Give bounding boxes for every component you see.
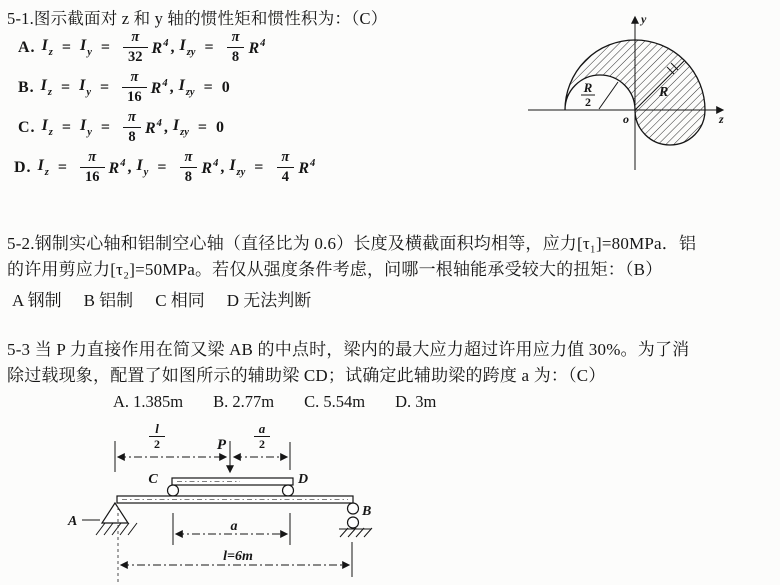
point-a-label: A [68, 514, 78, 529]
fraction-pi-16: $\frac{\pi}{16}$ [80, 150, 105, 185]
var-R4: $R^4$ [201, 157, 219, 177]
point-b-label: B [362, 504, 372, 519]
q51-section-figure [455, 5, 745, 177]
q52-option-d: D 无法判断 [226, 291, 312, 310]
pin-support-a [102, 503, 128, 523]
var-Izy: $I_{zy}$ [178, 77, 195, 99]
radius-line-half-R [599, 82, 618, 109]
fraction-pi-8: $\frac{\pi}{8}$ [179, 150, 197, 185]
dim-l-half-numerator: l [155, 421, 159, 436]
q53-option-b: B. 2.77m [213, 392, 275, 411]
q52-text-line-1: 5-2.钢制实心轴和铝制空心轴（直径比为 0.6）长度及横截面积均相等，应力[τ₁]=80MPa．铝 [7, 234, 697, 253]
q53-text-line-1: 5-3 当 P 力直接作用在简又梁 AB 的中点时，梁内的最大应力超过许用应力值 30%。为了消 [7, 340, 690, 359]
point-c-label: C [148, 472, 158, 487]
equals-sign: = [197, 118, 207, 136]
var-Iy: $I_y$ [80, 37, 92, 59]
fraction-pi-16: $\frac{\pi}{16}$ [122, 70, 147, 105]
dim-a-half-denominator: 2 [259, 437, 265, 451]
dim-a-label: a [230, 519, 238, 534]
y-axis-label: y [641, 12, 647, 26]
var-Iy: $I_y$ [80, 117, 92, 139]
q51-option-a [18, 30, 265, 65]
equals-sign: = [100, 78, 110, 96]
q52-text-line-2: 的许用剪应力[τ₂]=50MPa。若仅从强度条件考虑，问哪一根轴能承受较大的扭矩：（B） [7, 260, 663, 279]
var-Izy: $I_{zy}$ [229, 157, 246, 179]
q53-option-d: D. 3m [395, 392, 437, 411]
comma: , [127, 158, 132, 176]
var-Iy: $I_y$ [79, 77, 92, 99]
q52-options [12, 286, 311, 311]
dim-span-label: l=6m [223, 549, 253, 564]
option-d-label: D. [14, 158, 32, 176]
q51-option-b [18, 70, 230, 105]
var-R4: $R^4$ [144, 117, 162, 137]
q52-option-b: B 铝制 [83, 291, 134, 310]
var-R4: $R^4$ [248, 37, 266, 57]
q51-option-c [18, 110, 224, 145]
fraction-pi-32: $\frac{\pi}{32}$ [123, 30, 148, 65]
var-Iz: $I_z$ [41, 117, 53, 139]
q53-options [113, 392, 436, 412]
var-R4: $R^4$ [108, 157, 126, 177]
origin-label: o [623, 112, 629, 126]
roller-b-lower [348, 517, 359, 528]
equals-sign: = [204, 38, 214, 56]
var-Izy: $I_{zy}$ [172, 117, 189, 139]
var-Iz: $I_z$ [37, 157, 49, 179]
q53-beam-figure [60, 415, 440, 585]
q51-stem: 5-1.图示截面对 z 和 y 轴的惯性矩和惯性积为：（C） [7, 9, 388, 28]
radius-half-numerator: R [583, 80, 593, 95]
fraction-pi-8: $\frac{\pi}{8}$ [227, 30, 245, 65]
zero-value: 0 [216, 118, 224, 136]
var-Izy: $I_{zy}$ [179, 37, 196, 59]
equals-sign: = [57, 158, 68, 176]
equals-sign: = [100, 118, 111, 136]
roller-c [168, 485, 179, 496]
equals-sign: = [100, 38, 111, 56]
dim-l-half-denominator: 2 [154, 437, 160, 451]
equals-sign: = [61, 38, 72, 56]
comma: , [170, 38, 175, 56]
radius-R-label: R [659, 85, 669, 100]
equals-sign: = [61, 118, 72, 136]
q53-option-c: C. 5.54m [304, 392, 366, 411]
q51-option-d [14, 150, 315, 185]
option-c-label: C. [18, 118, 36, 136]
equals-sign: = [254, 158, 264, 176]
equals-sign: = [157, 158, 167, 176]
comma: , [169, 78, 174, 96]
equals-sign: = [203, 78, 213, 96]
comma: , [220, 158, 225, 176]
var-Iy: $I_y$ [136, 157, 149, 179]
var-R4: $R^4$ [298, 157, 316, 177]
q52-option-a: A 钢制 [12, 291, 62, 310]
equals-sign: = [61, 78, 71, 96]
var-R4: $R^4$ [150, 77, 168, 97]
force-p-label: P [216, 437, 226, 453]
option-b-label: B. [18, 78, 35, 96]
var-R4: $R^4$ [151, 37, 169, 57]
z-axis-label: z [719, 112, 724, 126]
dim-a-half-numerator: a [258, 421, 266, 436]
radius-half-denominator: 2 [585, 95, 591, 109]
q52-option-c: C 相同 [155, 291, 205, 310]
zero-value: 0 [221, 78, 230, 96]
point-d-label: D [297, 472, 309, 487]
q53-text-line-2: 除过载现象，配置了如图所示的辅助梁 CD；试确定此辅助梁的跨度 a 为：（C） [7, 366, 606, 385]
support-a-ground-hatch [96, 523, 137, 535]
comma: , [163, 118, 168, 136]
option-a-label: A. [18, 38, 36, 56]
fraction-pi-8: $\frac{\pi}{8}$ [123, 110, 141, 145]
var-Iz: $I_z$ [41, 37, 53, 59]
fraction-pi-4: $\frac{\pi}{4}$ [276, 150, 294, 185]
roller-d [283, 485, 294, 496]
var-Iz: $I_z$ [40, 77, 52, 99]
roller-b-upper [348, 503, 359, 514]
q53-option-a: A. 1.385m [113, 392, 184, 411]
